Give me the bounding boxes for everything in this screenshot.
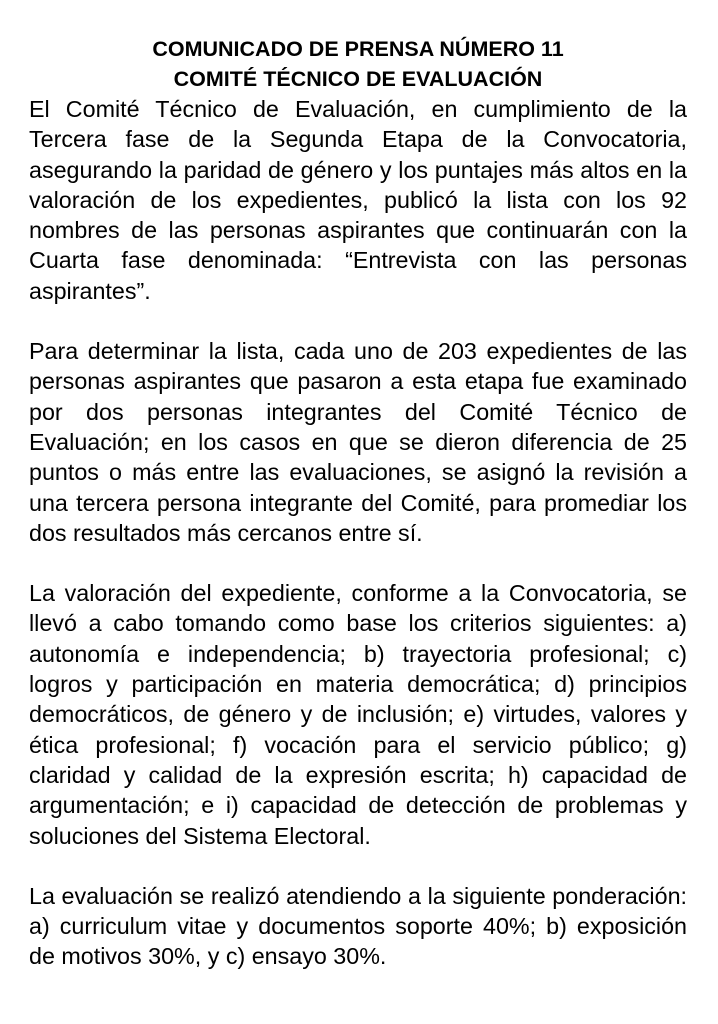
title-line-1: COMUNICADO DE PRENSA NÚMERO 11	[152, 37, 564, 61]
paragraph-spacer	[29, 306, 687, 336]
paragraph-1: El Comité Técnico de Evaluación, en cumplimiento de la Tercera fase de la Segunda Etapa de la Convocatoria, asegurando la paridad de género y los puntajes más altos en la valoración de los expedientes, publicó la lista con los 92 nombres de las personas aspirantes que continuarán con la Cuarta fase denominada: “Entrevista con las personas aspirantes”.	[29, 96, 687, 304]
title-line-2: COMITÉ TÉCNICO DE EVALUACIÓN	[173, 67, 543, 91]
document-title	[29, 34, 687, 94]
paragraph-4: La evaluación se realizó atendiendo a la siguiente ponderación: a) curriculum vitae y documentos soporte 40%; b) exposición de motivos 30%, y c) ensayo 30%.	[29, 882, 687, 970]
paragraph-spacer	[29, 548, 687, 578]
paragraph-spacer	[29, 851, 687, 881]
paragraph-3: La valoración del expediente, conforme a la Convocatoria, se llevó a cabo tomando como base los criterios siguientes: a) autonomía e independencia; b) trayectoria profesional; c) logros y participación en materia democrática; d) principios democráticos, de género y de inclusión; e) virtudes, valores y ética profesional; f) vocación para el servicio público; g) claridad y calidad de la expresión escrita; h) capacidad de argumentación; e i) capacidad de detección de problemas y soluciones del Sistema Electoral.	[29, 580, 687, 849]
paragraph-2: Para determinar la lista, cada uno de 203 expedientes de las personas aspirantes que pasaron a esta etapa fue examinado por dos personas integrantes del Comité Técnico de Evaluación; en los casos en que se dieron diferencia de 25 puntos o más entre las evaluaciones, se asignó la revisión a una tercera persona integrante del Comité, para promediar los dos resultados más cercanos entre sí.	[29, 338, 687, 546]
